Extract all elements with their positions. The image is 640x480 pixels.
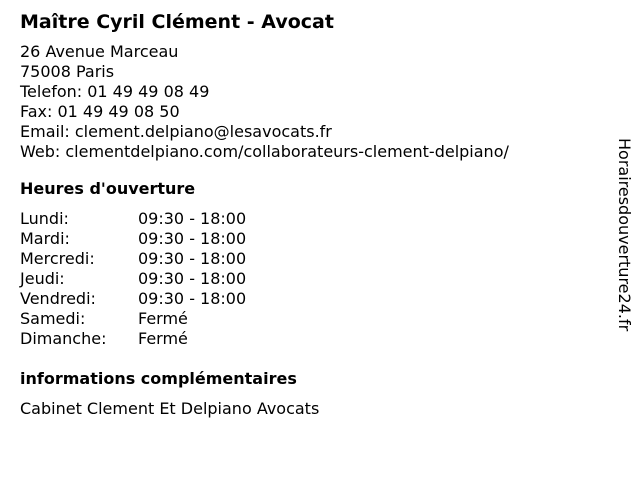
day-label: Jeudi:	[20, 269, 65, 288]
opening-hours-list	[20, 209, 600, 349]
city: 75008 Paris	[20, 62, 115, 81]
day-label: Mardi:	[20, 229, 70, 248]
hours-row-sunday	[20, 329, 600, 349]
hours-value: 09:30 - 18:00	[138, 289, 247, 308]
site-watermark: Horairesdouverture24.fr	[615, 138, 634, 332]
hours-row-monday	[20, 209, 600, 229]
page-title: Maître Cyril Clément - Avocat	[20, 11, 334, 33]
business-listing	[20, 10, 600, 419]
street-address: 26 Avenue Marceau	[20, 42, 179, 61]
hours-value: 09:30 - 18:00	[138, 249, 247, 268]
fax: Fax: 01 49 49 08 50	[20, 102, 180, 121]
hours-value: Fermé	[138, 329, 188, 348]
website: Web: clementdelpiano.com/collaborateurs-clement-delpiano/	[20, 142, 509, 161]
day-label: Dimanche:	[20, 329, 107, 348]
hours-value: 09:30 - 18:00	[138, 229, 247, 248]
hours-row-tuesday	[20, 229, 600, 249]
day-label: Samedi:	[20, 309, 86, 328]
additional-info-text: Cabinet Clement Et Delpiano Avocats	[20, 399, 320, 418]
additional-info-heading: informations complémentaires	[20, 369, 297, 388]
day-label: Lundi:	[20, 209, 69, 228]
day-label: Vendredi:	[20, 289, 96, 308]
hours-value: 09:30 - 18:00	[138, 209, 247, 228]
day-label: Mercredi:	[20, 249, 95, 268]
hours-row-thursday	[20, 269, 600, 289]
hours-row-saturday	[20, 309, 600, 329]
hours-value: Fermé	[138, 309, 188, 328]
hours-row-wednesday	[20, 249, 600, 269]
opening-hours-heading: Heures d'ouverture	[20, 179, 196, 198]
hours-row-friday	[20, 289, 600, 309]
email: Email: clement.delpiano@lesavocats.fr	[20, 122, 332, 141]
hours-value: 09:30 - 18:00	[138, 269, 247, 288]
phone: Telefon: 01 49 49 08 49	[20, 82, 210, 101]
